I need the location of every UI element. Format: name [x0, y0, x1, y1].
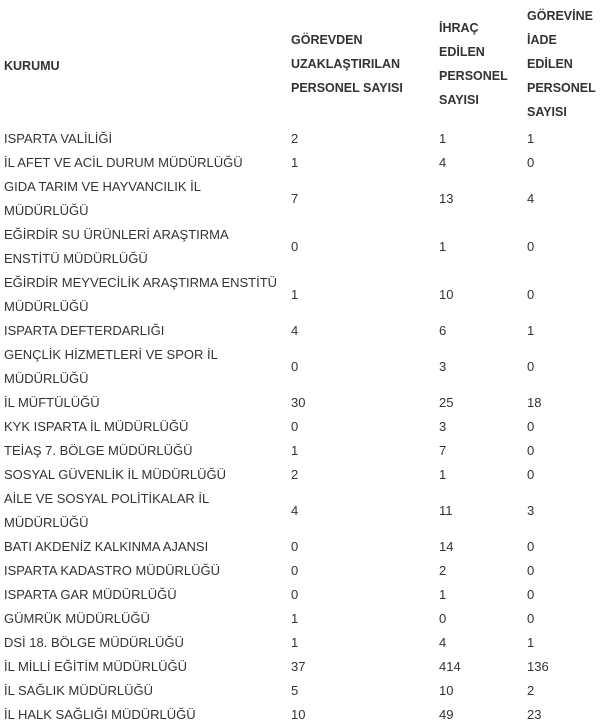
row-suspended-count: 37 [291, 659, 306, 674]
row-reinstated-count: 1 [527, 635, 535, 650]
row-institution: AİLE VE SOSYAL POLİTİKALAR İL MÜDÜRLÜĞÜ [4, 491, 209, 530]
row-institution: GÜMRÜK MÜDÜRLÜĞÜ [4, 611, 150, 626]
table-row [0, 343, 600, 391]
row-dismissed-count: 11 [439, 503, 453, 518]
row-dismissed-count: 7 [439, 443, 447, 458]
table-row [0, 127, 600, 151]
row-institution: ISPARTA GAR MÜDÜRLÜĞÜ [4, 587, 177, 602]
row-suspended-count: 1 [291, 635, 299, 650]
row-institution: İL AFET VE ACİL DURUM MÜDÜRLÜĞÜ [4, 155, 243, 170]
table-row [0, 655, 600, 679]
table-row [0, 391, 600, 415]
row-suspended-count: 0 [291, 587, 299, 602]
row-dismissed-count: 1 [439, 131, 447, 146]
table-row [0, 439, 600, 463]
row-reinstated-count: 0 [527, 563, 535, 578]
row-institution: GENÇLİK HİZMETLERİ VE SPOR İL MÜDÜRLÜĞÜ [4, 347, 218, 386]
row-suspended-count: 0 [291, 419, 299, 434]
row-reinstated-count: 3 [527, 503, 535, 518]
row-suspended-count: 10 [291, 707, 306, 722]
row-reinstated-count: 0 [527, 611, 535, 626]
table-row [0, 535, 600, 559]
table-row [0, 151, 600, 175]
row-institution: SOSYAL GÜVENLİK İL MÜDÜRLÜĞÜ [4, 467, 227, 482]
row-suspended-count: 5 [291, 683, 299, 698]
table-row [0, 631, 600, 655]
header-suspended: GÖREVDEN UZAKLAŞTIRILAN PERSONEL SAYISI [291, 32, 403, 95]
row-institution: EĞİRDİR SU ÜRÜNLERİ ARAŞTIRMA ENSTİTÜ MÜDÜRLÜĞÜ [4, 227, 228, 266]
row-suspended-count: 4 [291, 323, 299, 338]
table-row [0, 679, 600, 703]
row-dismissed-count: 1 [439, 587, 447, 602]
row-institution: KYK ISPARTA İL MÜDÜRLÜĞÜ [4, 419, 189, 434]
row-reinstated-count: 4 [527, 191, 535, 206]
row-suspended-count: 30 [291, 395, 306, 410]
row-dismissed-count: 1 [439, 467, 447, 482]
header-reinstated: GÖREVİNE İADE EDİLEN PERSONEL SAYISI [527, 8, 596, 119]
row-dismissed-count: 3 [439, 419, 447, 434]
table-row [0, 559, 600, 583]
row-suspended-count: 0 [291, 239, 299, 254]
header-institution: KURUMU [4, 58, 60, 73]
row-suspended-count: 2 [291, 467, 299, 482]
row-reinstated-count: 1 [527, 323, 535, 338]
table-row [0, 271, 600, 319]
row-suspended-count: 7 [291, 191, 299, 206]
row-suspended-count: 1 [291, 611, 299, 626]
row-reinstated-count: 23 [527, 707, 542, 722]
row-reinstated-count: 0 [527, 155, 535, 170]
row-dismissed-count: 10 [439, 287, 454, 302]
row-dismissed-count: 0 [439, 611, 447, 626]
row-reinstated-count: 0 [527, 587, 535, 602]
row-suspended-count: 0 [291, 359, 299, 374]
row-dismissed-count: 13 [439, 191, 454, 206]
header-dismissed: İHRAÇ EDİLEN PERSONEL SAYISI [439, 20, 508, 107]
table-header-row [0, 0, 600, 127]
row-reinstated-count: 0 [527, 443, 535, 458]
row-dismissed-count: 4 [439, 155, 447, 170]
row-reinstated-count: 136 [527, 659, 549, 674]
row-institution: ISPARTA VALİLİĞİ [4, 131, 113, 146]
row-reinstated-count: 0 [527, 467, 535, 482]
row-institution: İL HALK SAĞLIĞI MÜDÜRLÜĞÜ [4, 707, 196, 722]
table-row [0, 607, 600, 631]
row-reinstated-count: 2 [527, 683, 535, 698]
row-institution: ISPARTA DEFTERDARLIĞI [4, 323, 165, 338]
row-suspended-count: 1 [291, 287, 299, 302]
row-institution: DSİ 18. BÖLGE MÜDÜRLÜĞÜ [4, 635, 184, 650]
table-row [0, 703, 600, 727]
row-dismissed-count: 6 [439, 323, 447, 338]
row-reinstated-count: 0 [527, 287, 535, 302]
row-dismissed-count: 14 [439, 539, 454, 554]
row-dismissed-count: 2 [439, 563, 447, 578]
row-dismissed-count: 414 [439, 659, 461, 674]
row-suspended-count: 1 [291, 155, 299, 170]
table-row [0, 463, 600, 487]
row-reinstated-count: 0 [527, 539, 535, 554]
row-reinstated-count: 0 [527, 239, 535, 254]
row-suspended-count: 0 [291, 539, 299, 554]
row-reinstated-count: 18 [527, 395, 542, 410]
row-institution: GIDA TARIM VE HAYVANCILIK İL MÜDÜRLÜĞÜ [4, 179, 201, 218]
row-dismissed-count: 1 [439, 239, 447, 254]
row-dismissed-count: 3 [439, 359, 447, 374]
row-institution: İL MİLLİ EĞİTİM MÜDÜRLÜĞÜ [4, 659, 187, 674]
row-dismissed-count: 4 [439, 635, 447, 650]
table-row [0, 583, 600, 607]
row-dismissed-count: 10 [439, 683, 454, 698]
row-reinstated-count: 0 [527, 419, 535, 434]
row-reinstated-count: 0 [527, 359, 535, 374]
row-institution: İL MÜFTÜLÜĞÜ [4, 395, 100, 410]
row-institution: İL SAĞLIK MÜDÜRLÜĞÜ [4, 683, 154, 698]
table-row [0, 175, 600, 223]
table-row [0, 487, 600, 535]
row-institution: TEİAŞ 7. BÖLGE MÜDÜRLÜĞÜ [4, 443, 193, 458]
table-row [0, 223, 600, 271]
row-institution: ISPARTA KADASTRO MÜDÜRLÜĞÜ [4, 563, 220, 578]
row-suspended-count: 2 [291, 131, 299, 146]
table-row [0, 415, 600, 439]
row-suspended-count: 4 [291, 503, 299, 518]
row-dismissed-count: 25 [439, 395, 454, 410]
row-institution: BATI AKDENİZ KALKINMA AJANSI [4, 539, 209, 554]
table-row [0, 319, 600, 343]
row-dismissed-count: 49 [439, 707, 454, 722]
row-institution: EĞİRDİR MEYVECİLİK ARAŞTIRMA ENSTİTÜ MÜDÜRLÜĞÜ [4, 275, 278, 314]
row-suspended-count: 0 [291, 563, 299, 578]
row-reinstated-count: 1 [527, 131, 535, 146]
row-suspended-count: 1 [291, 443, 299, 458]
